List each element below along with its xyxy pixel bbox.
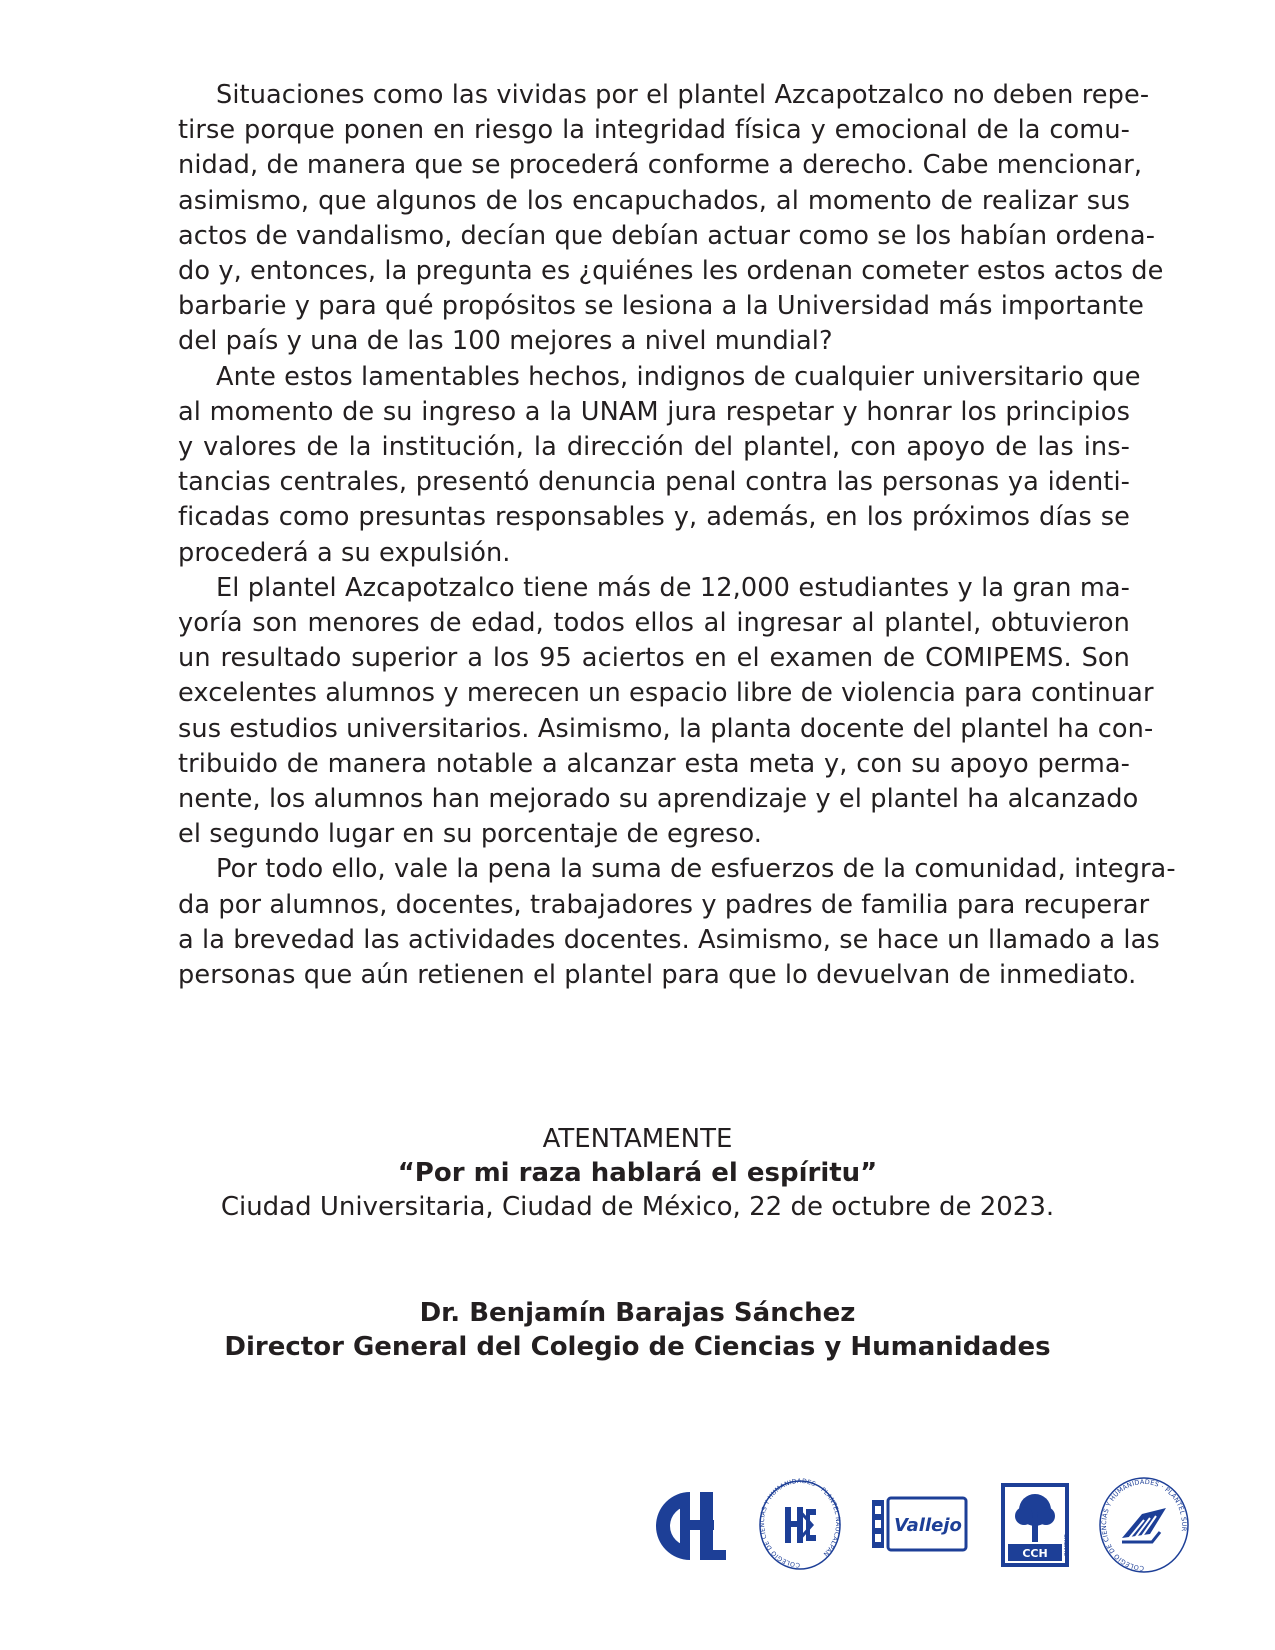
cch-vallejo-logo: [870, 1492, 970, 1556]
vallejo-logo-text: Vallejo: [894, 1515, 962, 1536]
text-line: excelentes alumnos y merecen un espacio libre de violencia para continuar: [178, 678, 1154, 709]
closing-place-date: Ciudad Universitaria, Ciudad de México, 22 de octubre de 2023.: [220, 1192, 1055, 1222]
cch-naucalpan-logo: [758, 1475, 842, 1575]
text-line: y valores de la institución, la dirección del plantel, con apoyo de las ins-: [178, 432, 1130, 463]
cch-azcapotzalco-logo: [650, 1488, 728, 1564]
sur-logo-text: COLEGIO DE CIENCIAS Y HUMANIDADES · PLANTEL SUR: [1099, 1477, 1189, 1573]
text-line: a la brevedad las actividades docentes. Asimismo, se hace un llamado a las: [178, 924, 1160, 955]
text-line: asimismo, que algunos de los encapuchados, al momento de realizar sus: [178, 185, 1130, 216]
text-line: do y, entonces, la pregunta es ¿quiénes les ordenan cometer estos actos de: [178, 256, 1164, 287]
text-line: Por todo ello, vale la pena la suma de esfuerzos de la comunidad, integra-: [216, 854, 1176, 885]
text-line: El plantel Azcapotzalco tiene más de 12,000 estudiantes y la gran ma-: [216, 572, 1130, 603]
text-line: yoría son menores de edad, todos ellos al ingresar al plantel, obtuvieron: [178, 608, 1130, 639]
text-line: personas que aún retienen el plantel para que lo devuelvan de inmediato.: [178, 960, 1137, 991]
text-line: nidad, de manera que se procederá conforme a derecho. Cabe mencionar,: [178, 150, 1143, 181]
text-line: Ante estos lamentables hechos, indignos de cualquier universitario que: [216, 361, 1141, 392]
text-line: un resultado superior a los 95 aciertos en el examen de COMIPEMS. Son: [178, 643, 1130, 674]
text-line: Situaciones como las vividas por el plantel Azcapotzalco no deben repe-: [216, 80, 1150, 110]
closing-atentamente: ATENTAMENTE: [542, 1124, 733, 1154]
naucalpan-logo-text: COLEGIO DE CIENCIAS Y HUMANIDADES · PLANTEL NAUCALPAN: [758, 1477, 842, 1569]
text-line: tribuido de manera notable a alcanzar esta meta y, con su apoyo perma-: [178, 748, 1130, 779]
cch-sur-logo: [1098, 1476, 1190, 1574]
text-line: el segundo lugar en su porcentaje de egreso.: [178, 819, 763, 850]
text-line: al momento de su ingreso a la UNAM jura respetar y honrar los principios: [178, 396, 1130, 427]
text-line: nente, los alumnos han mejorado su aprendizaje y el plantel ha alcanzado: [178, 784, 1139, 815]
text-line: procederá a su expulsión.: [178, 537, 511, 568]
svg-text:CCH: CCH: [1022, 1547, 1048, 1560]
signature-title: Director General del Colegio de Ciencias y Humanidades: [224, 1332, 1051, 1362]
letter-body: [140, 78, 1176, 993]
paragraph: [140, 852, 1176, 993]
text-line: tirse porque ponen en riesgo la integridad física y emocional de la comu-: [178, 115, 1130, 146]
paragraph: [140, 78, 1164, 360]
text-line: sus estudios universitarios. Asimismo, la planta docente del plantel ha con-: [178, 713, 1154, 744]
paragraph: [140, 360, 1141, 571]
text-line: del país y una de las 100 mejores a nivel mundial?: [178, 326, 833, 357]
text-line: ficadas como presuntas responsables y, además, en los próximos días se: [178, 502, 1130, 533]
text-line: da por alumnos, docentes, trabajadores y padres de familia para recuperar: [178, 889, 1150, 920]
campus-logos: [0, 1470, 1275, 1580]
text-line: actos de vandalismo, decían que debían actuar como se los habían ordena-: [178, 220, 1156, 251]
cch-oriente-logo: [1000, 1482, 1070, 1568]
oriente-logo-text: ORIENTE: [1062, 1534, 1068, 1556]
closing-motto: “Por mi raza hablará el espíritu”: [397, 1158, 878, 1188]
text-line: barbarie y para qué propósitos se lesiona a la Universidad más importante: [178, 291, 1144, 322]
text-line: tancias centrales, presentó denuncia penal contra las personas ya identi-: [178, 467, 1130, 498]
paragraph: [140, 571, 1154, 853]
signature-name: Dr. Benjamín Barajas Sánchez: [419, 1298, 856, 1328]
